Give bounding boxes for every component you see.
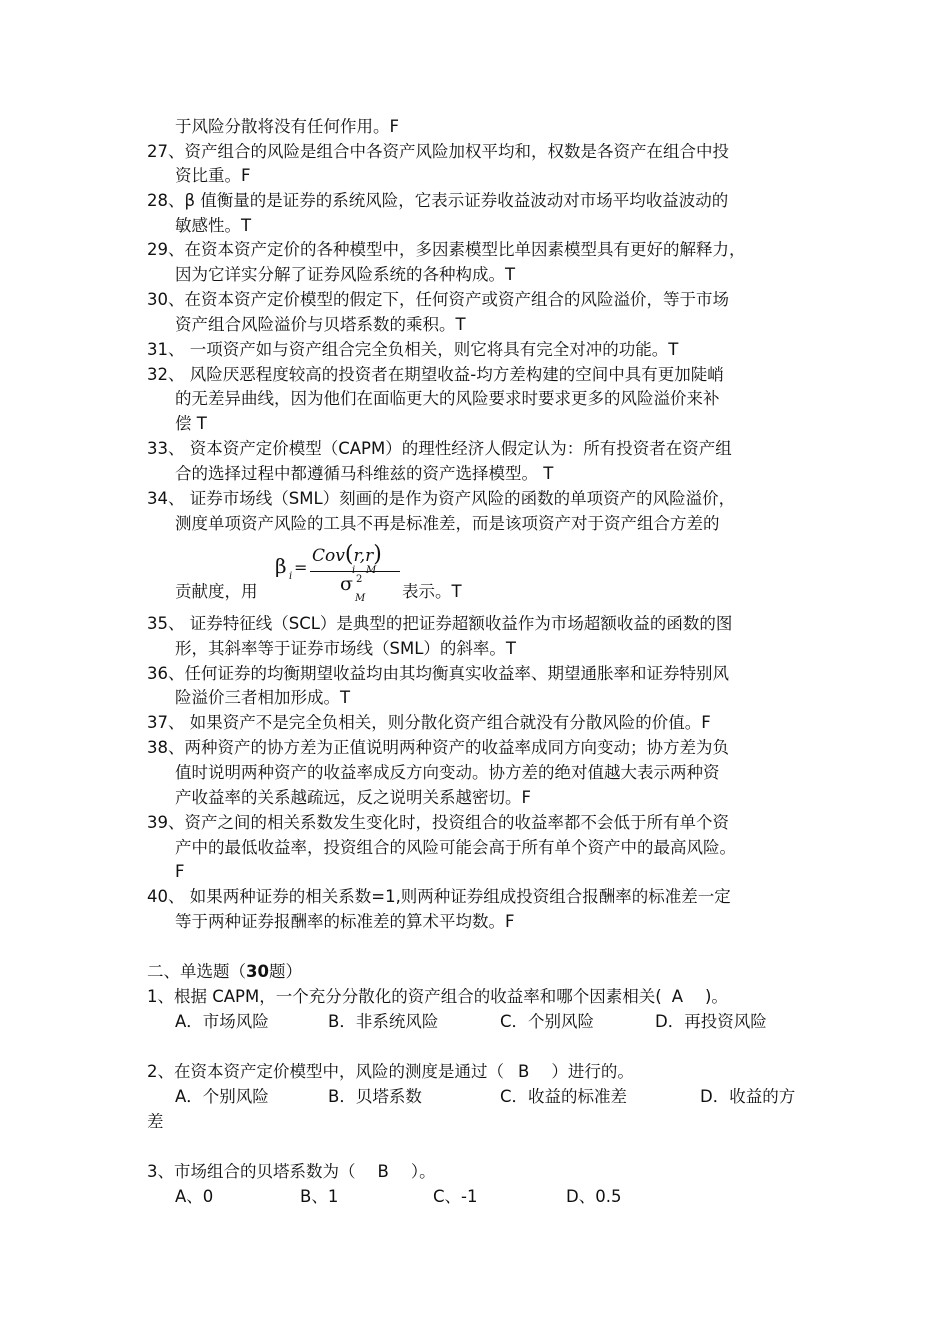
- q1-option-b: B．非系统风险: [328, 1012, 439, 1031]
- q2-option-d: D．收益的方: [700, 1087, 796, 1106]
- formula-numerator: Cov(r,r): [312, 542, 382, 567]
- q2-option-b: B．贝塔系数: [328, 1087, 422, 1106]
- text-line: 资产组合风险溢价与贝塔系数的乘积。T: [175, 315, 466, 334]
- answer-2: B: [518, 1062, 530, 1081]
- statement-40: 40、 如果两种证券的相关系数=1,则两种证券组成投资组合报酬率的标准差一定: [147, 887, 731, 906]
- statement-32: 32、 风险厌恶程度较高的投资者在期望收益-均方差构建的空间中具有更加陡峭: [147, 365, 724, 384]
- question-1: 1、根据 CAPM，一个充分分散化的资产组合的收益率和哪个因素相关( A )。: [147, 985, 728, 1009]
- text-line: 资比重。F: [175, 166, 251, 185]
- section-heading: 二、单选题（30题）: [147, 962, 302, 981]
- q3-option-d: D、0.5: [566, 1187, 622, 1206]
- text-line: 合的选择过程中都遵循马科维兹的资产选择模型。 T: [175, 464, 554, 483]
- statement-29: 29、在资本资产定价的各种模型中，多因素模型比单因素模型具有更好的解释力，: [147, 240, 746, 259]
- text-line: 于风险分散将没有任何作用。F: [175, 117, 399, 136]
- text-line: 的无差异曲线，因为他们在面临更大的风险要求时要求更多的风险溢价来补: [175, 389, 720, 408]
- sigma-symbol: σ: [340, 573, 353, 595]
- q2-option-a: A．个别风险: [175, 1087, 269, 1106]
- q3-option-b: B、1: [300, 1187, 339, 1206]
- q2-option-c: C．收益的标准差: [500, 1087, 628, 1106]
- statement-30: 30、在资本资产定价模型的假定下，任何资产或资产组合的风险溢价，等于市场: [147, 290, 729, 309]
- beta-formula: [268, 538, 408, 606]
- text-line: 因为它详实分解了证券风险系统的各种构成。T: [175, 265, 516, 284]
- q1-option-d: D．再投资风险: [655, 1012, 767, 1031]
- statement-33: 33、 资本资产定价模型（CAPM）的理性经济人假定认为：所有投资者在资产组: [147, 439, 732, 458]
- text-line: 表示。T: [402, 582, 462, 601]
- answer-3: B: [377, 1162, 389, 1181]
- equals-sign: =: [294, 558, 308, 577]
- statement-35: 35、 证券特征线（SCL）是典型的把证券超额收益作为市场超额收益的函数的图: [147, 614, 733, 633]
- text-line: 险溢价三者相加形成。T: [175, 688, 351, 707]
- text-line: 等于两种证券报酬率的标准差的算术平均数。F: [175, 912, 515, 931]
- text-line: 敏感性。T: [175, 216, 252, 235]
- text-line: 值时说明两种资产的收益率成反方向变动。协方差的绝对值越大表示两种资: [175, 763, 720, 782]
- statement-38: 38、两种资产的协方差为正值说明两种资产的收益率成同方向变动；协方差为负: [147, 738, 729, 757]
- question-2: 2、在资本资产定价模型中，风险的测度是通过（ B ）进行的。: [147, 1060, 634, 1084]
- sigma-subscript: M: [355, 593, 366, 604]
- beta-subscript: i: [289, 571, 293, 582]
- statement-34: 34、 证券市场线（SML）刻画的是作为资产风险的函数的单项资产的风险溢价，: [147, 489, 736, 508]
- text-line: 偿 T: [175, 414, 207, 433]
- statement-27: 27、资产组合的风险是组合中各资产风险加权平均和，权数是各资产在组合中投: [147, 142, 729, 161]
- text-line: 产中的最低收益率，投资组合的风险可能会高于所有单个资产中的最高风险。: [175, 838, 736, 857]
- q3-option-c: C、-1: [433, 1187, 478, 1206]
- text-line: 产收益率的关系越疏远，反之说明关系越密切。F: [175, 788, 531, 807]
- text-line: F: [175, 862, 185, 881]
- text-line: 形，其斜率等于证券市场线（SML）的斜率。T: [175, 639, 516, 658]
- answer-1: A: [671, 987, 683, 1006]
- q1-option-c: C．个别风险: [500, 1012, 595, 1031]
- statement-31: 31、 一项资产如与资产组合完全负相关，则它将具有完全对冲的功能。T: [147, 340, 679, 359]
- statement-39: 39、资产之间的相关系数发生变化时，投资组合的收益率都不会低于所有单个资: [147, 813, 729, 832]
- text-line: 贡献度，用: [175, 582, 258, 601]
- statement-37: 37、 如果资产不是完全负相关，则分散化资产组合就没有分散风险的价值。F: [147, 713, 711, 732]
- statement-36: 36、任何证券的均衡期望收益均由其均衡真实收益率、期望通胀率和证券特别风: [147, 664, 729, 683]
- statement-28: 28、β 值衡量的是证券的系统风险，它表示证券收益波动对市场平均收益波动的: [147, 191, 729, 210]
- text-line: 测度单项资产风险的工具不再是标准差，而是该项资产对于资产组合方差的: [175, 514, 720, 533]
- sigma-superscript: 2: [356, 574, 363, 585]
- text-line: 差: [147, 1112, 164, 1131]
- q1-option-a: A．市场风险: [175, 1012, 269, 1031]
- fraction-bar: [310, 571, 400, 572]
- q3-option-a: A、0: [175, 1187, 214, 1206]
- beta-symbol: β: [275, 554, 287, 578]
- question-3: 3、市场组合的贝塔系数为（ B ）。: [147, 1160, 436, 1184]
